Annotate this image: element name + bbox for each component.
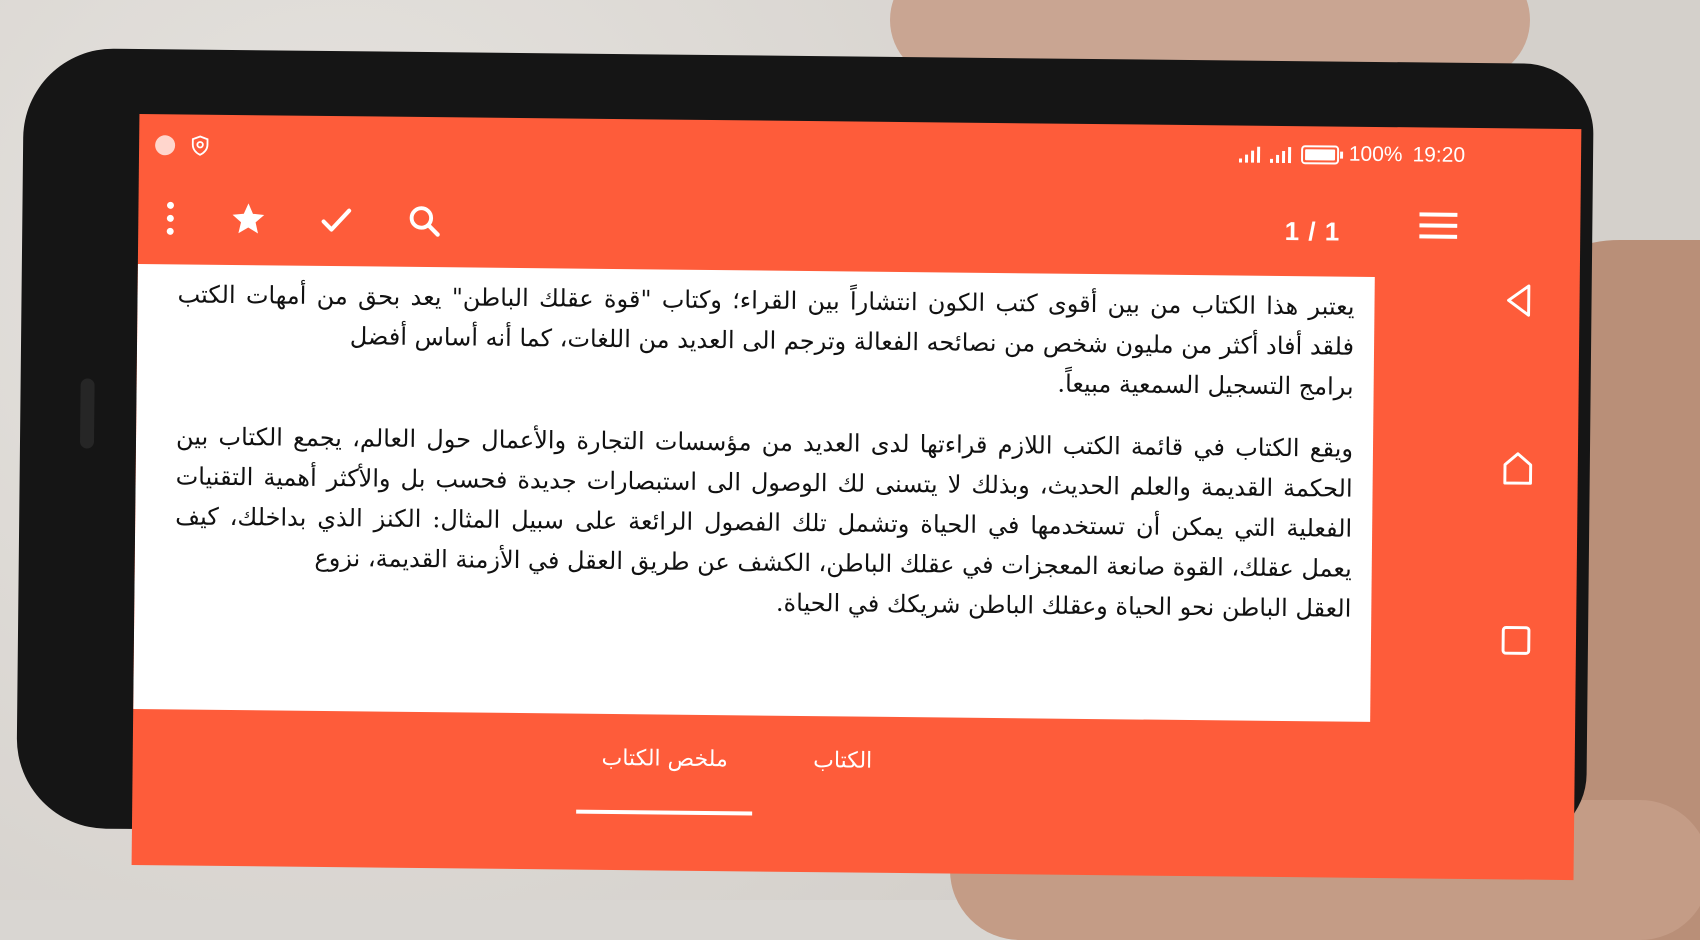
battery-percent: 100% — [1348, 142, 1403, 167]
system-nav-bar — [1455, 278, 1580, 724]
content-paragraph — [177, 274, 1355, 406]
status-icons-right — [1239, 142, 1466, 168]
phone-screen — [132, 114, 1582, 880]
shield-icon — [189, 135, 211, 157]
active-tab-indicator — [576, 810, 752, 816]
menu-icon[interactable] — [1416, 203, 1460, 247]
star-icon[interactable] — [226, 197, 270, 241]
signal-icon — [1270, 145, 1291, 163]
paragraph-text: ويقع الكتاب في قائمة الكتب اللازم قراءتها لدى العديد من مؤسسات التجارة والأعمال حول العالم، يجمع الكتاب بين الحكمة القديمة والعلم الحديث، وبذلك لا يتسنى لك الوصول الى استبصارات جديدة فحسب بل والأكثر أهمية التقنيات الفعلية التي يمكن أن تستخدمها في الحياة وتشمل تلك الفصول الرائعة على سبيل المثال: الكنز الذي بداخلك، كيف يعمل عقلك، القوة صانعة المعجزات في عقلك الباطن، الكشف عن طريق العقل في الأزمنة القديمة، نزوع — [175, 422, 1354, 583]
status-icons-left — [155, 134, 211, 157]
phone-side-button — [80, 378, 95, 448]
battery-icon — [1301, 145, 1339, 164]
paragraph-text: يعتبر هذا الكتاب من بين أقوى كتب الكون انتشاراً بين القراء؛ وكتاب "قوة عقلك الباطن" يعد بحق من أمهات الكتب فلقد أفاد أكثر من مليون شخص من نصائحه الفعالة وترجم الى العديد من اللغات، كما أنه أساس أفضل — [177, 280, 1355, 361]
home-icon[interactable] — [1496, 446, 1540, 490]
paragraph-end: برامج التسجيل السمعية مبيعاً. — [1057, 369, 1354, 401]
page-counter: 1 / 1 — [1284, 216, 1341, 247]
notification-dot-icon — [155, 135, 175, 155]
check-icon[interactable] — [314, 198, 358, 242]
signal-icon — [1239, 145, 1260, 163]
content-paragraph — [174, 416, 1353, 628]
back-triangle-icon[interactable] — [1497, 278, 1541, 322]
clock-time: 19:20 — [1412, 143, 1466, 167]
phone-frame — [16, 48, 1594, 844]
more-vert-icon[interactable] — [148, 196, 192, 240]
search-icon[interactable] — [402, 199, 446, 243]
tab-book-summary[interactable]: ملخص الكتاب — [601, 745, 728, 773]
status-bar — [139, 126, 1581, 181]
bottom-tabs — [132, 715, 1575, 880]
paragraph-end: العقل الباطن نحو الحياة وعقلك الباطن شريكك في الحياة. — [775, 588, 1352, 623]
book-content — [133, 264, 1375, 722]
tab-book[interactable]: الكتاب — [813, 748, 873, 774]
toolbar — [138, 184, 1581, 269]
recents-square-icon[interactable] — [1494, 618, 1538, 662]
